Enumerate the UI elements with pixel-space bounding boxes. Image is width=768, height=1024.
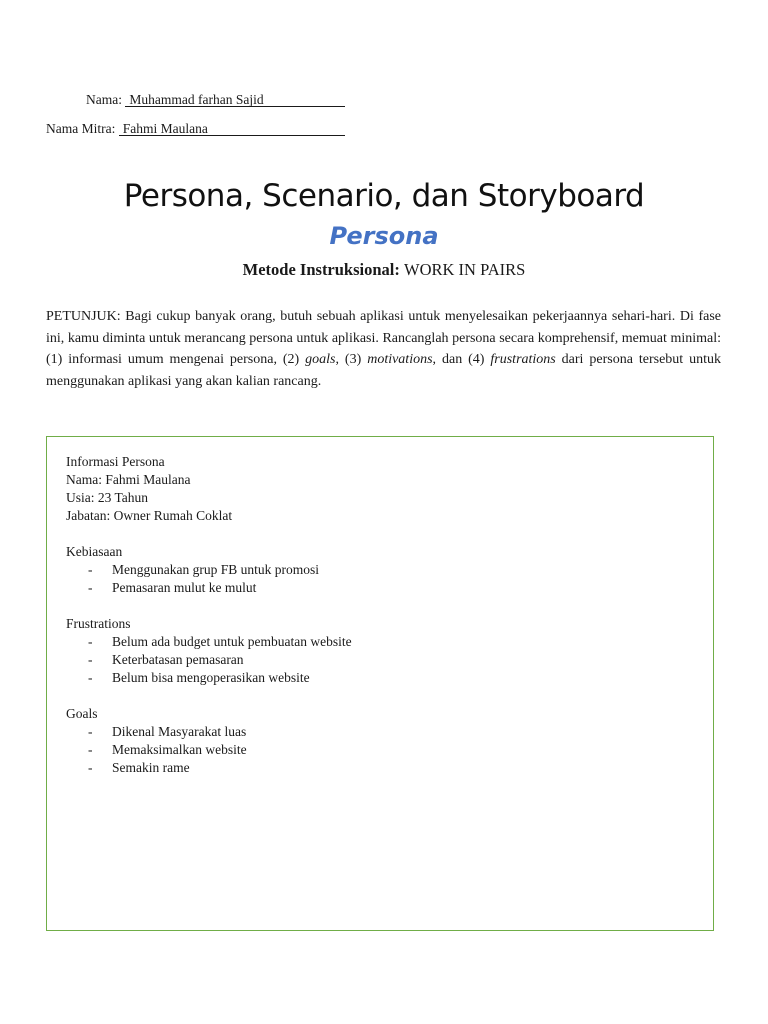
list-item: [66, 561, 357, 579]
spacer: [66, 687, 357, 705]
document-title: Persona, Scenario, dan Storyboard: [123, 178, 645, 214]
frustrations-list: [66, 633, 357, 687]
instructions-frustrations: frustrations: [490, 352, 556, 367]
list-bullet: -: [88, 652, 93, 667]
nama-mitra-field: [46, 121, 345, 137]
list-item: [66, 759, 357, 777]
nama-value: Muhammad farhan Sajid: [125, 93, 345, 107]
persona-box: [46, 436, 714, 931]
list-item: [66, 723, 357, 741]
list-bullet: -: [88, 634, 93, 649]
method-label: Metode Instruksional:: [242, 260, 400, 279]
list-item: [66, 579, 357, 597]
instructions-motivations: motivations: [367, 352, 433, 367]
list-item-text: Dikenal Masyarakat luas: [112, 724, 247, 739]
list-item: [66, 633, 357, 651]
list-item-text: Keterbatasan pemasaran: [112, 652, 244, 667]
persona-jabatan: Jabatan: Owner Rumah Coklat: [66, 508, 233, 523]
nama-mitra-label: Nama Mitra:: [46, 121, 116, 136]
persona-usia: Usia: 23 Tahun: [66, 490, 149, 505]
list-bullet: -: [88, 670, 93, 685]
list-item-text: Pemasaran mulut ke mulut: [112, 580, 257, 595]
nama-mitra-value: Fahmi Maulana: [119, 122, 345, 136]
instructions-part-1: PETUNJUK: Bagi cukup banyak orang, butuh sebuah aplikasi untuk menyelesaikan pekerjaannya sehari-hari. Di fase ini, kamu diminta untuk merancang persona untuk aplikasi. Rancanglah persona secara komprehensif, memuat minimal: (1) informasi umum mengenai persona, (2): [46, 309, 721, 367]
list-item-text: Menggunakan grup FB untuk promosi: [112, 562, 319, 577]
list-item-text: Semakin rame: [112, 760, 190, 775]
list-bullet: -: [88, 760, 93, 775]
instructions-goals: goals: [305, 352, 336, 367]
nama-label: Nama:: [86, 92, 122, 107]
spacer: [66, 597, 357, 615]
persona-nama: Nama: Fahmi Maulana: [66, 472, 191, 487]
list-bullet: -: [88, 562, 93, 577]
spacer: [66, 525, 357, 543]
instructions-part-2: , (3): [335, 352, 368, 367]
method-line: [0, 260, 768, 280]
instructions-part-3: , dan (4): [432, 352, 491, 367]
list-bullet: -: [88, 580, 93, 595]
document-subtitle: Persona: [329, 222, 439, 250]
frustrations-heading: Frustrations: [66, 616, 131, 631]
goals-heading: Goals: [66, 706, 98, 721]
goals-list: [66, 723, 357, 777]
list-bullet: -: [88, 742, 93, 757]
list-item: [66, 669, 357, 687]
list-item-text: Belum ada budget untuk pembuatan website: [112, 634, 352, 649]
persona-info-heading: Informasi Persona: [66, 454, 165, 469]
persona-content: [66, 453, 357, 777]
method-value: WORK IN PAIRS: [404, 260, 526, 279]
kebiasaan-heading: Kebiasaan: [66, 544, 123, 559]
instructions-paragraph: [46, 306, 721, 392]
list-bullet: -: [88, 724, 93, 739]
list-item: [66, 651, 357, 669]
list-item: [66, 741, 357, 759]
instructions-part-4: dari persona tersebut untuk menggunakan aplikasi yang akan kalian rancang.: [46, 352, 721, 389]
kebiasaan-list: [66, 561, 357, 597]
nama-field: [86, 92, 345, 108]
list-item-text: Belum bisa mengoperasikan website: [112, 670, 310, 685]
list-item-text: Memaksimalkan website: [112, 742, 247, 757]
